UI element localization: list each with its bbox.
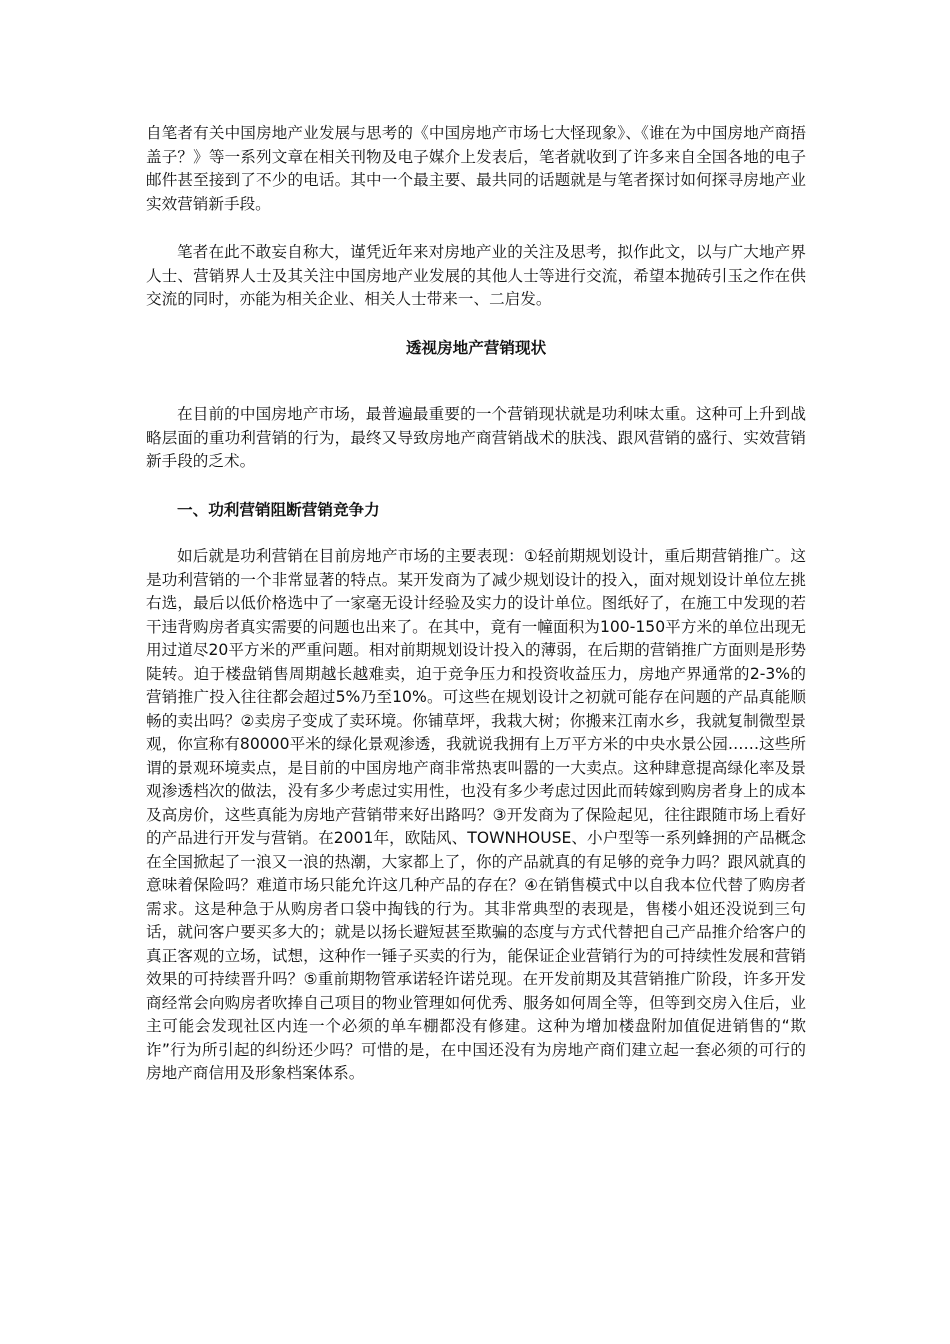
section-title: 透视房地产营销现状 [405,338,547,357]
subsection-title: 一、功利营销阻断营销竞争力 [177,500,380,519]
overview-paragraph: 在目前的中国房地产市场，最普遍最重要的一个营销现状就是功利味太重。这种可上升到战略层面的重功利营销的行为，最终又导致房地产商营销战术的肤浅、跟风营销的盛行、实效营销新手段的乏术。 [146,405,806,470]
document-body [146,122,806,1086]
intro-paragraph: 自笔者有关中国房地产业发展与思考的《中国房地产市场七大怪现象》、《谁在为中国房地产商捂盖子？》等一系列文章在相关刊物及电子媒介上发表后，笔者就收到了许多来自全国各地的电子邮件甚至接到了不少的电话。其中一个最主要、最共同的话题就是与笔者探讨如何探寻房地产业实效营销新手段。 [146,124,806,213]
purpose-paragraph: 笔者在此不敢妄自称大，谨凭近年来对房地产业的关注及思考，拟作此文，以与广大地产界人士、营销界人士及其关注中国房地产业发展的其他人士等进行交流，希望本抛砖引玉之作在供交流的同时，亦能为相关企业、相关人士带来一、二启发。 [146,243,806,308]
analysis-paragraph: 如后就是功利营销在目前房地产市场的主要表现：①轻前期规划设计，重后期营销推广。这是功利营销的一个非常显著的特点。某开发商为了减少规划设计的投入，面对规划设计单位左挑右选，最后以低价格选中了一家毫无设计经验及实力的设计单位。图纸好了，在施工中发现的若干违背购房者真实需要的问题也出来了。在其中，竟有一幢面积为100-150平方米的单位出现无用过道尽20平方米的严重问题。相对前期规划设计投入的薄弱，在后期的营销推广方面则是形势陡转。迫于楼盘销售周期越长越难卖，迫于竞争压力和投资收益压力，房地产界通常的2-3%的营销推广投入往往都会超过5%乃至10%。可这些在规划设计之初就可能存在问题的产品真能顺畅的卖出吗？②卖房子变成了卖环境。你铺草坪，我栽大树；你搬来江南水乡，我就复制微型景观，你宣称有80000平米的绿化景观渗透，我就说我拥有上万平方米的中央水景公园……这些所谓的景观环境卖点，是目前的中国房地产商非常热衷叫嚣的一大卖点。这种肆意提高绿化率及景观渗透档次的做法，没有多少考虑过实用性，也没有多少考虑过因此而转嫁到购房者身上的成本及高房价，这些真能为房地产营销带来好出路吗？③开发商为了保险起见，往往跟随市场上看好的产品进行开发与营销。在2001年，欧陆风、TOWNHOUSE、小户型等一系列蜂拥的产品概念在全国掀起了一浪又一浪的热潮，大家都上了，你的产品就真的有足够的竞争力吗？跟风就真的意味着保险吗？难道市场只能允许这几种产品的存在？④在销售模式中以自我本位代替了购房者需求。这是种急于从购房者口袋中掏钱的行为。其非常典型的表现是，售楼小姐还没说到三句话，就问客户要买多大的；就是以扬长避短甚至欺骗的态度与方式代替把自己产品推介给客户的真正客观的立场，试想，这种作一锤子买卖的行为，能保证企业营销行为的可持续性发展和营销效果的可持续晋升吗？⑤重前期物管承诺轻许诺兑现。在开发前期及其营销推广阶段，许多开发商经常会向购房者吹捧自己项目的物业管理如何优秀、服务如何周全等，但等到交房入住后，业主可能会发现社区内连一个必须的单车棚都没有修建。这种为增加楼盘附加值促进销售的“欺诈”行为所引起的纠纷还少吗？可惜的是，在中国还没有为房地产商们建立起一套必须的可行的房地产商信用及形象档案体系。 [146,547,806,1082]
